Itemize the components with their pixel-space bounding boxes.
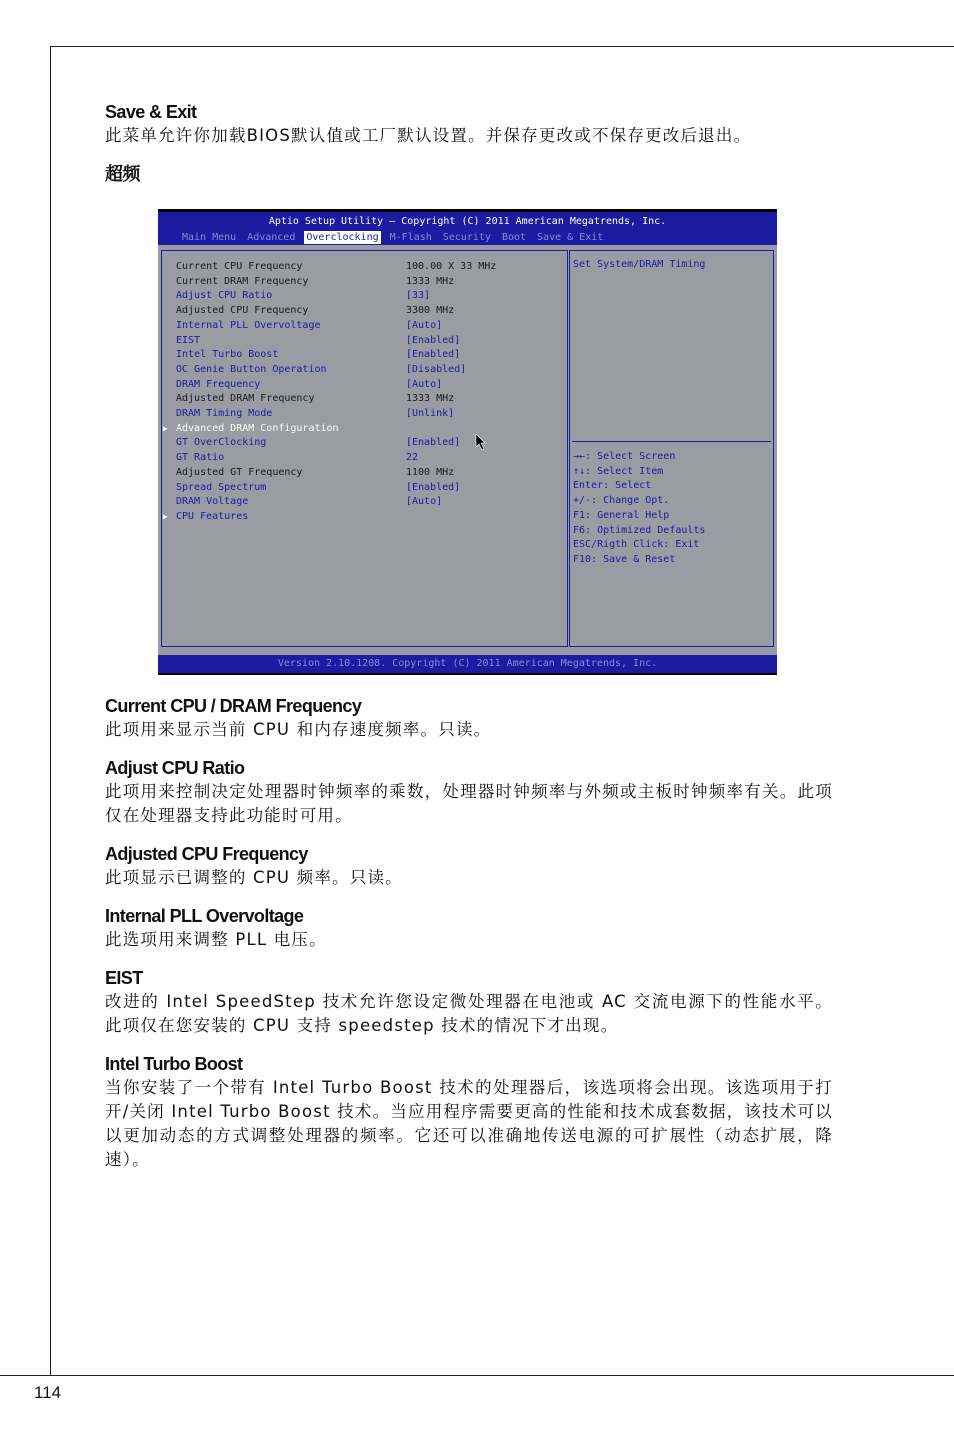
section-heading: 超频	[105, 164, 140, 184]
bios-setting-row[interactable]	[162, 510, 562, 525]
bios-setting-value: 3300 MHz	[406, 305, 455, 317]
page-number: 114	[34, 1383, 62, 1402]
bios-setting-value[interactable]: [Auto]	[406, 378, 443, 390]
bios-title: Aptio Setup Utility – Copyright (C) 2011 American Megatrends, Inc.	[268, 216, 667, 227]
bios-help-key: +/-: Change Opt.	[573, 495, 670, 507]
bios-setting-label: Adjusted DRAM Frequency	[176, 393, 315, 405]
section-paragraph: 此菜单允许你加载BIOS默认值或工厂默认设置。并保存更改或不保存更改后退出。	[105, 126, 752, 145]
bios-tab[interactable]: M-Flash	[389, 232, 432, 243]
section-paragraph: 当你安装了一个带有 Intel Turbo Boost 技术的处理器后，该选项将会出现。该选项用于打开/关闭 Intel Turbo Boost 技术。当应用程序需要更高的性能和技术成套数据，该技术可以以更加动态的方式调整处理器的频率。它还可以准确地传送电源的可扩展性（动态扩展，降速）。	[105, 1078, 833, 1169]
bios-setting-label: Adjusted CPU Frequency	[176, 305, 309, 317]
section	[105, 904, 833, 952]
bios-version: Version 2.10.1208. Copyright (C) 2011 American Megatrends, Inc.	[277, 658, 658, 669]
bios-setting-row[interactable]	[162, 481, 562, 496]
submenu-arrow-icon: ▶	[163, 511, 168, 521]
bios-setting-value[interactable]: [33]	[406, 290, 431, 302]
bios-help-divider	[572, 441, 771, 442]
bios-help-key: Enter: Select	[573, 480, 652, 492]
bottom-content	[105, 694, 833, 1172]
bios-setting-row[interactable]	[162, 378, 562, 393]
bios-setting-row[interactable]	[162, 451, 562, 466]
bios-setting-row	[162, 304, 562, 319]
section-paragraph: 此选项用来调整 PLL 电压。	[105, 930, 327, 949]
bios-tab[interactable]: Advanced	[247, 232, 296, 243]
section	[105, 756, 833, 828]
bios-setting-value[interactable]: [Enabled]	[406, 349, 461, 361]
bios-setting-value: 100.00 X 33 MHz	[406, 261, 497, 272]
bios-setting-label: Current CPU Frequency	[176, 261, 303, 272]
bios-setting-value: 1333 MHz	[406, 393, 455, 405]
bios-setting-row[interactable]	[162, 363, 562, 378]
section-overclocking	[105, 162, 833, 186]
bios-setting-value[interactable]: [Unlink]	[406, 408, 455, 419]
bios-help-key: F1: General Help	[573, 509, 670, 521]
section-paragraph: 此项用来显示当前 CPU 和内存速度频率。只读。	[105, 720, 492, 739]
bios-setting-label: Adjusted GT Frequency	[176, 466, 303, 478]
section	[105, 694, 833, 742]
bios-settings-panel	[161, 250, 568, 647]
bios-setting-label: OC Genie Button Operation	[176, 363, 327, 375]
bios-setting-label: Adjust CPU Ratio	[176, 290, 273, 302]
section-heading: Current CPU / DRAM Frequency	[105, 696, 362, 716]
bios-setting-label: Internal PLL Overvoltage	[176, 319, 321, 331]
section	[105, 966, 833, 1038]
section-paragraph: 此项用来控制决定处理器时钟频率的乘数，处理器时钟频率与外频或主板时钟频率有关。此项仅在处理器支持此功能时可用。	[105, 782, 833, 825]
bios-setting-row[interactable]	[162, 407, 562, 422]
section-heading: Intel Turbo Boost	[105, 1054, 243, 1074]
bios-tab[interactable]: Save & Exit	[537, 232, 604, 243]
section-heading: Internal PLL Overvoltage	[105, 906, 304, 926]
bios-setting-label: GT Ratio	[176, 452, 225, 464]
bios-help-key: →←: Select Screen	[573, 451, 676, 462]
page-frame-top	[50, 46, 954, 47]
section-heading: Adjust CPU Ratio	[105, 758, 245, 778]
bios-setting-row[interactable]	[162, 289, 562, 304]
bios-help-title: Set System/DRAM Timing	[573, 259, 706, 270]
bios-help-key: ESC/Rigth Click: Exit	[573, 539, 700, 551]
bios-tab[interactable]: Security	[442, 232, 491, 243]
bios-setting-row	[162, 260, 562, 275]
bios-setting-label: Advanced DRAM Configuration	[176, 422, 339, 434]
bios-header	[158, 209, 777, 245]
bios-setting-row[interactable]	[162, 348, 562, 363]
section	[105, 842, 833, 890]
bios-setting-row	[162, 392, 562, 407]
bios-setting-label: DRAM Frequency	[176, 378, 261, 390]
submenu-arrow-icon: ▶	[163, 423, 168, 433]
bios-tab[interactable]: Overclocking	[306, 232, 379, 243]
bios-help-key: F6: Optimized Defaults	[573, 524, 706, 536]
bios-tab[interactable]: Main Menu	[182, 232, 237, 243]
bios-help-key: F10: Save & Reset	[573, 553, 676, 565]
bios-setting-label: Spread Spectrum	[176, 481, 267, 493]
bios-setting-value[interactable]: [Enabled]	[406, 334, 461, 346]
bios-setting-value: 1100 MHz	[406, 466, 455, 478]
section-heading: Save & Exit	[105, 102, 197, 122]
bios-setting-label: GT OverClocking	[176, 437, 267, 449]
bios-setting-value[interactable]: [Auto]	[406, 319, 443, 331]
bios-setting-label: DRAM Voltage	[176, 496, 249, 508]
bios-setting-row	[162, 275, 562, 290]
bios-setting-row[interactable]	[162, 319, 562, 334]
bios-setting-value[interactable]: [Enabled]	[406, 437, 461, 449]
bios-screenshot	[158, 209, 777, 675]
bios-help-key: ↑↓: Select Item	[573, 465, 664, 477]
bios-footer	[158, 655, 777, 675]
bios-setting-label: Intel Turbo Boost	[176, 349, 279, 361]
bios-setting-label: CPU Features	[176, 510, 249, 522]
bios-setting-value: 1333 MHz	[406, 275, 455, 287]
bios-setting-label: EIST	[176, 334, 201, 346]
section	[105, 1052, 833, 1172]
bios-setting-value[interactable]: [Auto]	[406, 496, 443, 508]
bios-tab[interactable]: Boot	[501, 232, 527, 243]
bios-setting-value[interactable]: [Enabled]	[406, 481, 461, 493]
top-content	[105, 100, 833, 200]
bios-tab-bar	[180, 231, 605, 244]
bios-setting-label: Current DRAM Frequency	[176, 275, 309, 287]
section-paragraph: 改进的 Intel SpeedStep 技术允许您设定微处理器在电池或 AC 交流电源下的性能水平。此项仅在您安装的 CPU 支持 speedstep 技术的情况下才出现。	[105, 992, 833, 1035]
section-heading: Adjusted CPU Frequency	[105, 844, 308, 864]
page-frame-bottom	[0, 1375, 954, 1376]
bios-setting-row[interactable]	[162, 495, 562, 510]
page-frame-left	[50, 46, 51, 1376]
bios-setting-row[interactable]	[162, 422, 562, 437]
section-paragraph: 此项显示已调整的 CPU 频率。只读。	[105, 868, 403, 887]
bios-setting-value[interactable]: [Disabled]	[406, 363, 467, 375]
bios-setting-value[interactable]: 22	[406, 452, 419, 464]
bios-setting-row[interactable]	[162, 334, 562, 349]
bios-setting-row[interactable]	[162, 436, 562, 451]
bios-help-panel	[569, 250, 774, 647]
mouse-cursor-icon	[475, 433, 487, 451]
bios-setting-row	[162, 466, 562, 481]
section-save-exit	[105, 100, 833, 148]
bios-setting-label: DRAM Timing Mode	[176, 408, 273, 419]
section-heading: EIST	[105, 968, 143, 988]
